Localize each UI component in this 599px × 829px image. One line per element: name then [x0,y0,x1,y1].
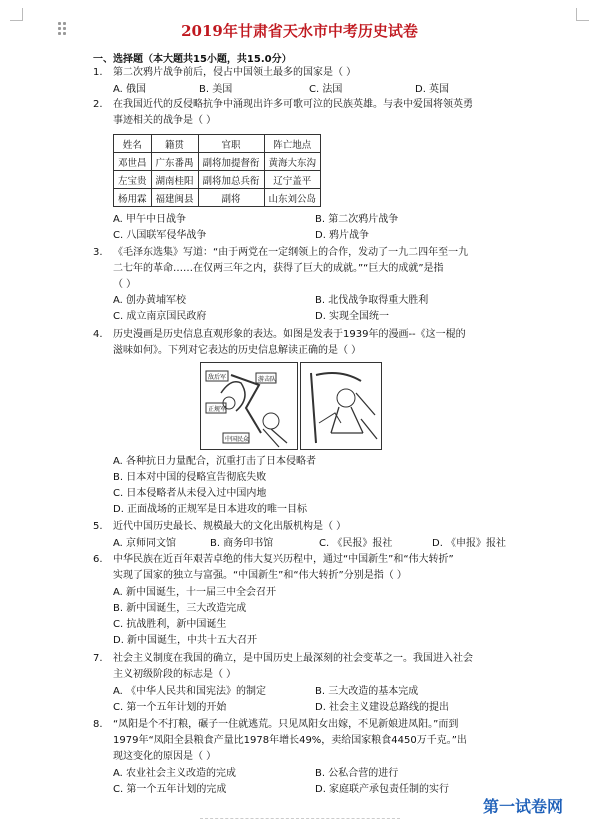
cartoon-drawing [301,363,381,449]
question-stem: 主义初级阶段的标志是（ ） [113,669,237,680]
question-stem: 事迹相关的战争是（ ） [113,115,217,126]
table-cell: 邓世昌 [114,153,152,171]
question-stem: 中华民族在近百年艰苦卓绝的伟大复兴历程中，通过“中国新生”和“伟大转折” [113,554,454,565]
option-d[interactable]: D. 英国 [415,84,450,95]
table-cell: 副将 [198,189,264,207]
option-c[interactable]: C. 成立南京国民政府 [113,311,207,322]
question-number: 6. [93,554,103,565]
question-stem: 社会主义制度在我国的确立，是中国历史上最深刻的社会变革之一。我国进入社会 [113,653,473,664]
option-c[interactable]: C. 《民报》报社 [319,538,393,549]
site-watermark: 第一试卷网 [483,797,564,816]
cartoon-panel-left [200,362,298,450]
question-stem: 滋味如何》。下列对它表达的历史信息解读正确的是（ ） [113,345,362,356]
table-cell: 湖南桂阳 [151,171,198,189]
option-c[interactable]: C. 日本侵略者从未侵入过中国内地 [113,488,267,499]
table-row [114,171,321,189]
option-a[interactable]: A. 农业社会主义改造的完成 [113,768,237,779]
question-stem: 现这变化的原因是（ ） [113,751,217,762]
option-b[interactable]: B. 公私合营的进行 [315,768,399,779]
option-b[interactable]: B. 北伐战争取得重大胜利 [315,295,429,306]
option-d[interactable]: D. 家庭联产承包责任制的实行 [315,784,450,795]
question-number: 4. [93,329,103,340]
option-d[interactable]: D. 社会主义建设总路线的提出 [315,702,450,713]
cartoon-panel-right [300,362,382,450]
option-d[interactable]: D. 正面战场的正规军是日本进攻的唯一目标 [113,504,308,515]
table-cell: 山东刘公岛 [264,189,321,207]
question-number: 3. [93,247,103,258]
option-b[interactable]: B. 商务印书馆 [210,538,274,549]
option-d[interactable]: D. 实现全国统一 [315,311,390,322]
generals-table [113,134,321,207]
question-stem: 历史漫画是历史信息直观形象的表达。如图是发表于1939年的漫画--《这一棍的 [113,329,466,340]
table-row [114,153,321,171]
question-number: 2. [93,99,103,110]
option-b[interactable]: B. 美国 [199,84,233,95]
question-stem: 近代中国历史最长、规模最大的文化出版机构是（ ） [113,521,347,532]
page-footer-divider [200,818,400,825]
question-number: 5. [93,521,103,532]
option-d[interactable]: D. 鸦片战争 [315,230,370,241]
option-a[interactable]: A. 《中华人民共和国宪法》的制定 [113,686,267,697]
table-cell: 黄海大东沟 [264,153,321,171]
question-stem: 实现了国家的独立与富强。“中国新生”和“伟大转折”分别是指（ ） [113,570,407,581]
option-c[interactable]: C. 法国 [309,84,343,95]
cartoon-label: 正规军 [208,406,227,413]
option-c[interactable]: C. 八国联军侵华战争 [113,230,207,241]
table-header: 籍贯 [151,135,198,153]
table-cell: 辽宁盖平 [264,171,321,189]
question-stem: （ ） [113,279,137,290]
table-header: 姓名 [114,135,152,153]
question-number: 7. [93,653,103,664]
option-a[interactable]: A. 俄国 [113,84,147,95]
table-cell: 副将加总兵衔 [198,171,264,189]
option-b[interactable]: B. 三大改造的基本完成 [315,686,419,697]
option-b[interactable]: B. 第二次鸦片战争 [315,214,399,225]
option-a[interactable]: A. 新中国诞生，十一届三中全会召开 [113,587,277,598]
question-stem: “凤阳是个不打粮，碾子一住就逃荒。只见凤阳女出嫁，不见新娘进凤阳。”而到 [113,719,459,730]
question-stem: 在我国近代的反侵略抗争中涌现出许多可歌可泣的民族英雄。与表中爱国将领英勇 [113,99,473,110]
section-heading: 一、选择题（本大题共15小题，共15.0分） [93,54,292,65]
question-stem: 二七年的革命……在仅两三年之内，获得了巨大的成就。”“巨大的成就”是指 [113,263,444,274]
table-header: 官职 [198,135,264,153]
document-title: 2019年甘肃省天水市中考历史试卷 [181,22,418,40]
option-d[interactable]: D. 新中国诞生，中共十五大召开 [113,635,258,646]
cartoon-drawing [201,363,297,449]
option-c[interactable]: C. 抗战胜利，新中国诞生 [113,619,227,630]
question-stem: 1979年“凤阳全县粮食产量比1978年增长49%，卖给国家粮食4450万千克。”出 [113,735,467,746]
cartoon-label: 游击队 [258,376,277,383]
option-a[interactable]: A. 甲午中日战争 [113,214,187,225]
question-stem: 第二次鸦片战争前后，侵占中国领土最多的国家是（ ） [113,67,357,78]
question-stem: 《毛泽东选集》写道：“由于两党在一定纲领上的合作，发动了一九二四年至一九 [113,247,469,258]
question-number: 8. [93,719,103,730]
cartoon-label: 中国民众 [225,436,250,443]
table-cell: 杨用霖 [114,189,152,207]
table-header: 阵亡地点 [264,135,321,153]
option-d[interactable]: D. 《申报》报社 [432,538,507,549]
table-cell: 广东番禺 [151,153,198,171]
option-a[interactable]: A. 创办黄埔军校 [113,295,187,306]
option-c[interactable]: C. 第一个五年计划的开始 [113,702,227,713]
table-cell: 副将加提督衔 [198,153,264,171]
option-b[interactable]: B. 新中国诞生，三大改造完成 [113,603,247,614]
option-a[interactable]: A. 各种抗日力量配合，沉重打击了日本侵略者 [113,456,317,467]
table-cell: 福建闽县 [151,189,198,207]
option-b[interactable]: B. 日本对中国的侵略宣告彻底失败 [113,472,267,483]
table-cell: 左宝贵 [114,171,152,189]
cartoon-label: 敌后军 [208,374,227,381]
question-number: 1. [93,67,103,78]
table-row [114,189,321,207]
option-c[interactable]: C. 第一个五年计划的完成 [113,784,227,795]
option-a[interactable]: A. 京师同文馆 [113,538,177,549]
